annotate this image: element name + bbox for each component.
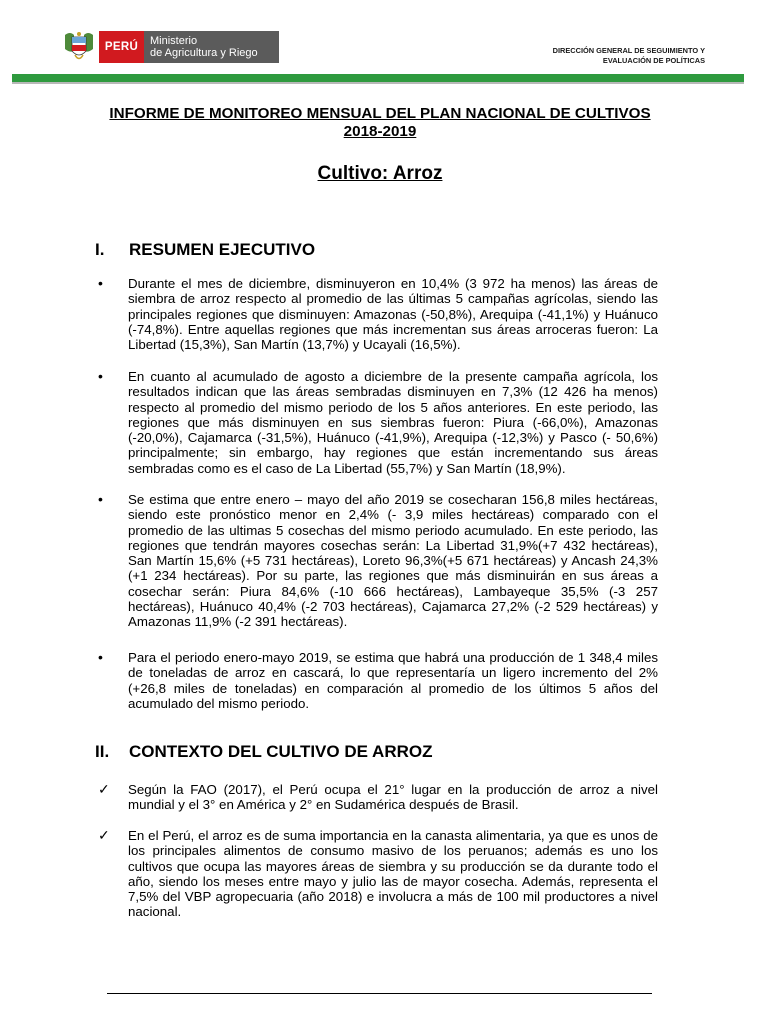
section-heading-1 [95, 240, 315, 260]
checkmark-icon: ✓ [98, 827, 110, 843]
list-item [95, 492, 658, 630]
section-number: II. [95, 742, 110, 761]
list-item [95, 650, 658, 711]
header-green-bar [12, 74, 744, 82]
department-line-1: DIRECCIÓN GENERAL DE SEGUIMIENTO Y [552, 46, 705, 55]
section-title: RESUMEN EJECUTIVO [129, 240, 316, 259]
ministry-line-1: Ministerio [150, 35, 198, 47]
list-item-text: Para el periodo enero-mayo 2019, se estima que habrá una producción de 1 348,4 miles de toneladas de arroz en cascará, lo que representaría un ligero incremento del 2% (+26,8 miles de toneladas) en comparación al promedio de los últimos 5 años del acumulado del mismo periodo. [128, 650, 658, 711]
document-title: INFORME DE MONITOREO MENSUAL DEL PLAN NACIONAL DE CULTIVOS 2018-2019 [109, 105, 651, 140]
logo-peru: PERÚ [99, 31, 144, 63]
section-number: I. [95, 240, 105, 259]
list-item-text: Se estima que entre enero – mayo del año 2019 se cosecharan 156,8 miles hectáreas, siendo este pronóstico menor en 2,4% (- 3,9 miles hectáreas) comparado con el promedio de las ultimas 5 cosechas del mismo periodo acumulado. En este periodo, las regiones que tendrán mayores cosechas serán: La Libertad 31,9%(+7 432 hectáreas), San Martín 15,6% (+5 731 hectáreas), Loreto 96,3%(+5 671 hectáreas) y Ancash 24,3% (+1 234 hectáreas). Por su parte, las regiones que más disminuirán en sus áreas a cosechar serán: Piura 84,6% (-10 666 hectáreas), Lambayeque 35,5% (-3 257 hectáreas), Huánuco 40,4% (-2 703 hectáreas), Cajamarca 27,2% (-2 529 hectáreas) y Amazonas 11,9% (-2 391 hectáreas). [128, 492, 658, 630]
section-title: CONTEXTO DEL CULTIVO DE ARROZ [129, 742, 433, 761]
list-item-text: Durante el mes de diciembre, disminuyeron en 10,4% (3 972 ha menos) las áreas de siembra de arroz respecto al promedio de las últimas 5 campañas agrícolas, siendo las principales regiones que disminuyen: Amazonas (-50,8%), Arequipa (-41,1%) y Huánuco (-74,8%). Entre aquellas regiones que más incrementan sus áreas arroceras fueron: La Libertad (15,3%), San Martín (13,7%) y Ucayali (16,5%). [128, 276, 658, 353]
department-name [480, 46, 705, 66]
footer-separator [107, 993, 652, 994]
document-subtitle: Cultivo: Arroz [317, 163, 443, 184]
list-item-text: En el Perú, el arroz es de suma importancia en la canasta alimentaria, ya que es unos de los principales alimentos de consumo masivo de los peruanos; además es uno los cultivos que ocupa las mayores áreas de siembra y su producción se da durante todo el año, siendo los meses entre mayo y julio las de mayor cosecha. Además, representa el 7,5% del VBP agropecuaria (año 2018) e involucra a más de 100 mil productores a nivel nacional. [128, 828, 658, 920]
coat-of-arms-icon [62, 31, 96, 63]
bullet-icon: • [98, 491, 103, 507]
section-heading-2 [95, 742, 433, 762]
list-item-text: Según la FAO (2017), el Perú ocupa el 21° lugar en la producción de arroz a nivel mundial y el 3° en América y 2° en Sudamérica después de Brasil. [128, 782, 658, 813]
logo-ministry [144, 31, 279, 63]
checkmark-icon: ✓ [98, 781, 110, 797]
bullet-icon: • [98, 368, 103, 384]
list-item [95, 369, 658, 476]
list-item-text: En cuanto al acumulado de agosto a diciembre de la presente campaña agrícola, los resultados indican que las áreas sembradas disminuyen en 7,3% (12 426 ha menos) respecto al promedio del mismo periodo de los 5 años anteriores. En este periodo, las regiones que más disminuyen en sus siembras fueron: Piura (-66,0%), Amazonas (-20,0%), Cajamarca (-31,5%), Huánuco (-41,9%), Arequipa (-12,3%) y Pasco (- 50,6%) principalmente; sin embargo, hay regiones que están incrementando sus áreas sembradas como es el caso de La Libertad (55,7%) y San Martín (18,9%). [128, 369, 658, 476]
page-header [0, 0, 768, 86]
list-item [95, 828, 658, 920]
header-gray-bar [12, 82, 744, 84]
department-line-2: EVALUACIÓN DE POLÍTICAS [602, 56, 705, 65]
list-item [95, 782, 658, 813]
bullet-icon: • [98, 649, 103, 665]
bullet-icon: • [98, 275, 103, 291]
list-item [95, 276, 658, 352]
ministry-line-2: de Agricultura y Riego [150, 47, 258, 59]
